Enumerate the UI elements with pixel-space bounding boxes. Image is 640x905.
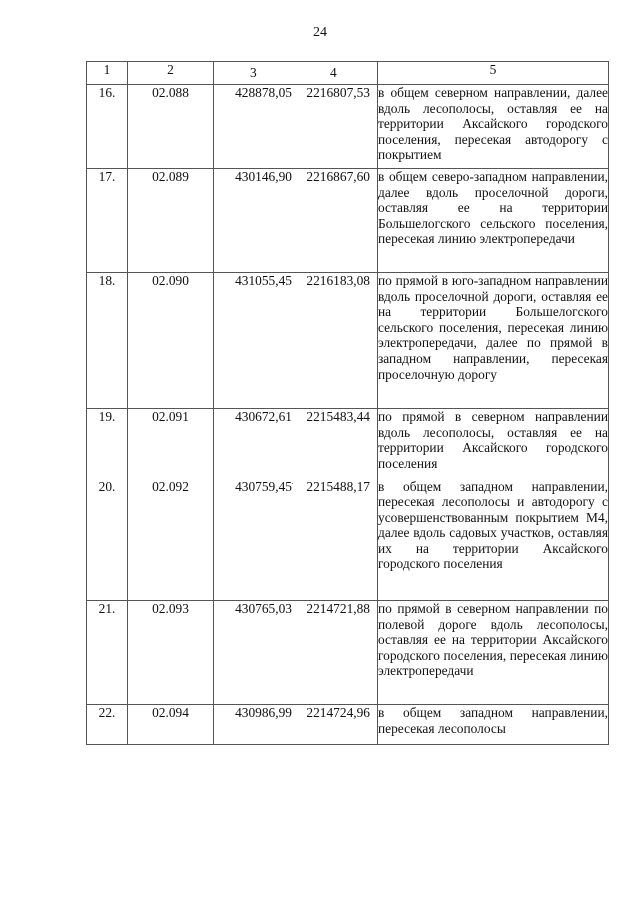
coordinates-cell: [214, 601, 378, 705]
coordinates-cell: [214, 479, 378, 601]
coordinates-cell: [214, 169, 378, 273]
header-cell-3: 3: [250, 65, 257, 80]
coordinates-cell: [214, 409, 378, 479]
point-code: 02.090: [128, 273, 214, 409]
coordinate-y: 2216807,53: [306, 85, 370, 100]
description-cell: [378, 705, 609, 745]
coordinate-x: 430986,99: [235, 705, 292, 720]
point-code: 02.092: [128, 479, 214, 601]
point-code: 02.093: [128, 601, 214, 705]
table-row: [87, 409, 609, 479]
point-code: 02.094: [128, 705, 214, 745]
coordinate-x: 430146,90: [235, 169, 292, 184]
coordinate-x: 428878,05: [235, 85, 292, 100]
coordinate-y: 2214721,88: [306, 601, 370, 616]
coordinates-cell: [214, 85, 378, 169]
table-row: [87, 169, 609, 273]
coordinate-y: 2215483,44: [306, 409, 370, 424]
header-cell-5: 5: [378, 62, 609, 85]
table-row: [87, 705, 609, 745]
row-number: 16.: [87, 85, 128, 169]
description-cell: [378, 479, 609, 601]
row-number: 19.: [87, 409, 128, 479]
coordinate-y: 2216183,08: [306, 273, 370, 288]
description-text: по прямой в северном направлении по полевой дороге вдоль лесополосы, оставляя ее на территории Аксайского городского поселения, пересекая линию электропередачи: [378, 601, 608, 679]
description-text: в общем северном направлении, далее вдоль лесополосы, оставляя ее на территории Аксайского городского поселения, пересекая автодорогу с покрытием: [378, 85, 608, 163]
description-cell: [378, 169, 609, 273]
point-code: 02.088: [128, 85, 214, 169]
row-number: 21.: [87, 601, 128, 705]
description-cell: [378, 85, 609, 169]
table-row: [87, 85, 609, 169]
point-code: 02.089: [128, 169, 214, 273]
description-text: в общем западном направлении, пересекая лесополосы: [378, 705, 608, 736]
boundary-table: [86, 61, 609, 745]
coordinates-cell: [214, 273, 378, 409]
row-number: 17.: [87, 169, 128, 273]
page-number: 24: [313, 25, 327, 40]
coordinate-x: 430672,61: [235, 409, 292, 424]
coordinate-y: 2215488,17: [306, 478, 370, 494]
description-text: в общем северо-западном направлении, далее вдоль проселочной дороги, оставляя ее на территории Большелогского сельского поселения, пересекая линию электропередачи: [378, 169, 608, 247]
description-cell: [378, 409, 609, 479]
coordinate-x: 430765,03: [235, 601, 292, 616]
table-header-row: [87, 62, 609, 85]
row-number: 22.: [87, 705, 128, 745]
coordinate-x: 430759,45: [235, 478, 292, 494]
header-cell-1: 1: [87, 62, 128, 85]
description-cell: [378, 601, 609, 705]
coordinate-y: 2216867,60: [306, 169, 370, 184]
description-text: в общем западном направлении, пересекая лесополосы и автодорогу с усовершенствованным покрытием М4, далее вдоль садовых участков, оставляя их на территории Аксайского городского поселения: [378, 478, 608, 572]
point-code: 02.091: [128, 409, 214, 479]
row-number: 20.: [87, 479, 128, 601]
coordinate-y: 2214724,96: [306, 705, 370, 720]
description-text: по прямой в юго-западном направлении вдоль проселочной дороги, оставляя ее на территории Большелогского сельского поселения, пересекая линию электропередачи, далее по прямой в западном направлении, пересекая проселочную дорогу: [378, 273, 608, 382]
table-row: [87, 479, 609, 601]
description-cell: [378, 273, 609, 409]
coordinate-x: 431055,45: [235, 273, 292, 288]
row-number: 18.: [87, 273, 128, 409]
header-cell-4: 4: [330, 65, 337, 80]
coordinates-cell: [214, 705, 378, 745]
table-row: [87, 273, 609, 409]
scan-speck: [292, 483, 293, 484]
header-cell-3-4: [214, 62, 378, 85]
description-text: по прямой в северном направлении вдоль лесополосы, оставляя ее на территории Аксайского городского поселения: [378, 409, 608, 471]
table-row: [87, 601, 609, 705]
header-cell-2: 2: [128, 62, 214, 85]
